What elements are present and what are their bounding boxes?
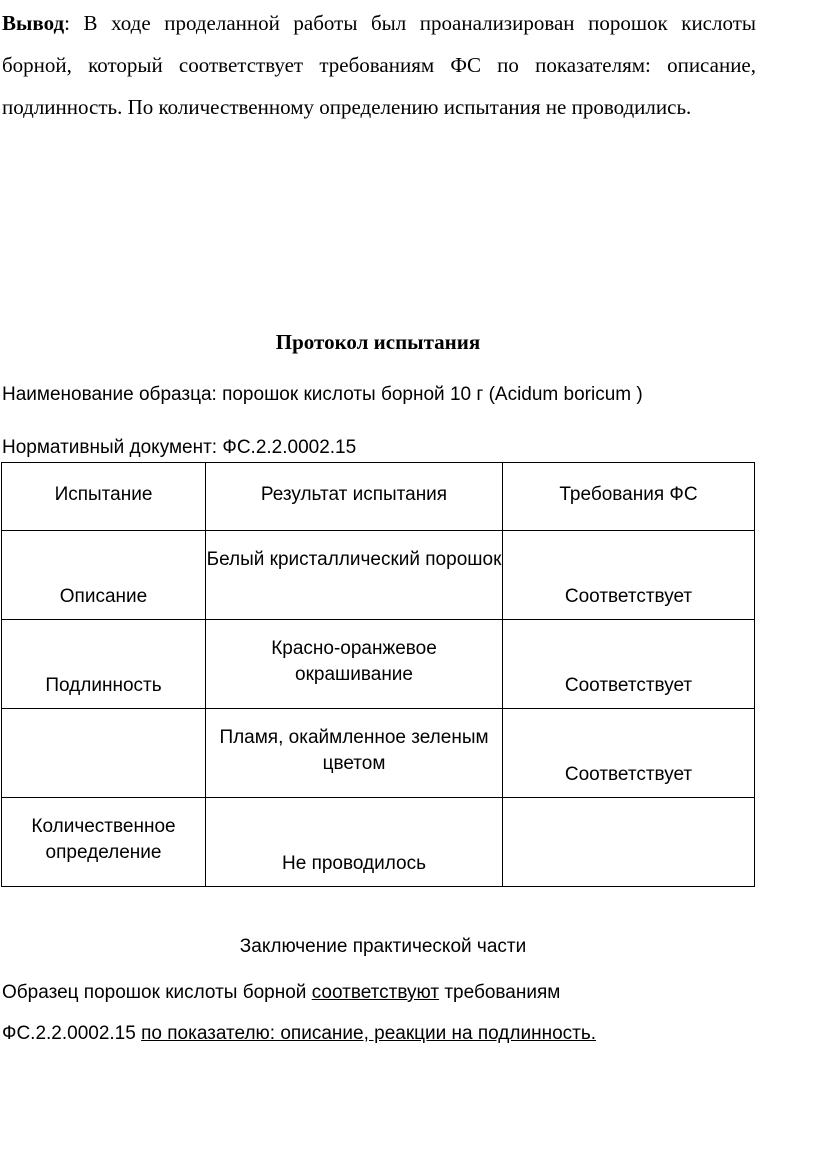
cell-test: Подлинность [2, 620, 206, 709]
cell-test [2, 709, 206, 798]
verdict-underlined-complies: соответствуют [311, 982, 440, 1003]
cell-result: Пламя, окаймленное зеленым цветом [206, 709, 503, 798]
cell-result: Красно-оранжевое окрашивание [206, 620, 503, 709]
conclusion-line-1: Вывод: В ходе проделанной работы был проанализирован порошок кислоты [2, 11, 756, 35]
sample-name-line [2, 384, 643, 406]
table-row [2, 798, 755, 887]
table-row [2, 620, 755, 709]
header-cell-test: Испытание [2, 463, 206, 531]
table-row [2, 709, 755, 798]
header-cell-result: Результат испытания [206, 463, 503, 531]
normative-document-label: Нормативный документ: [2, 437, 223, 458]
cell-requirement: Соответствует [503, 620, 755, 709]
cell-result: Белый кристаллический порошок [206, 531, 503, 620]
conclusion-line-3: подлинность. По количественному определению испытания не проводились. [2, 95, 692, 119]
protocol-title: Протокол испытания [275, 330, 481, 354]
verdict-line-1: Образец порошок кислоты борной соответствуют требованиям [2, 982, 561, 1003]
conclusion-label: Вывод [2, 11, 65, 35]
cell-requirement: Соответствует [503, 709, 755, 798]
sample-name-value: порошок кислоты борной 10 г (Acidum boricum ) [222, 384, 643, 405]
cell-test: Количественное определение [2, 798, 206, 887]
sample-name-label: Наименование образца: [2, 384, 223, 405]
cell-requirement: Соответствует [503, 531, 755, 620]
results-table [1, 462, 755, 887]
normative-document-value: ФС.2.2.0002.15 [222, 437, 357, 458]
cell-requirement [503, 798, 755, 887]
cell-result: Не проводилось [206, 798, 503, 887]
header-cell-requirement: Требования ФС [503, 463, 755, 531]
conclusion-line-2: борной, который соответствует требованиям ФС по показателям: описание, [2, 53, 756, 77]
verdict-underlined-indicators: по показателю: описание, реакции на подлинность. [141, 1023, 597, 1044]
table-row [2, 531, 755, 620]
conclusion-paragraph [2, 2, 756, 128]
verdict-line-2: ФС.2.2.0002.15 по показателю: описание, реакции на подлинность. [2, 1023, 597, 1044]
cell-test: Описание [2, 531, 206, 620]
practical-conclusion-title: Заключение практической части [239, 936, 527, 957]
table-header-row [2, 463, 755, 531]
normative-document-line [2, 437, 356, 459]
